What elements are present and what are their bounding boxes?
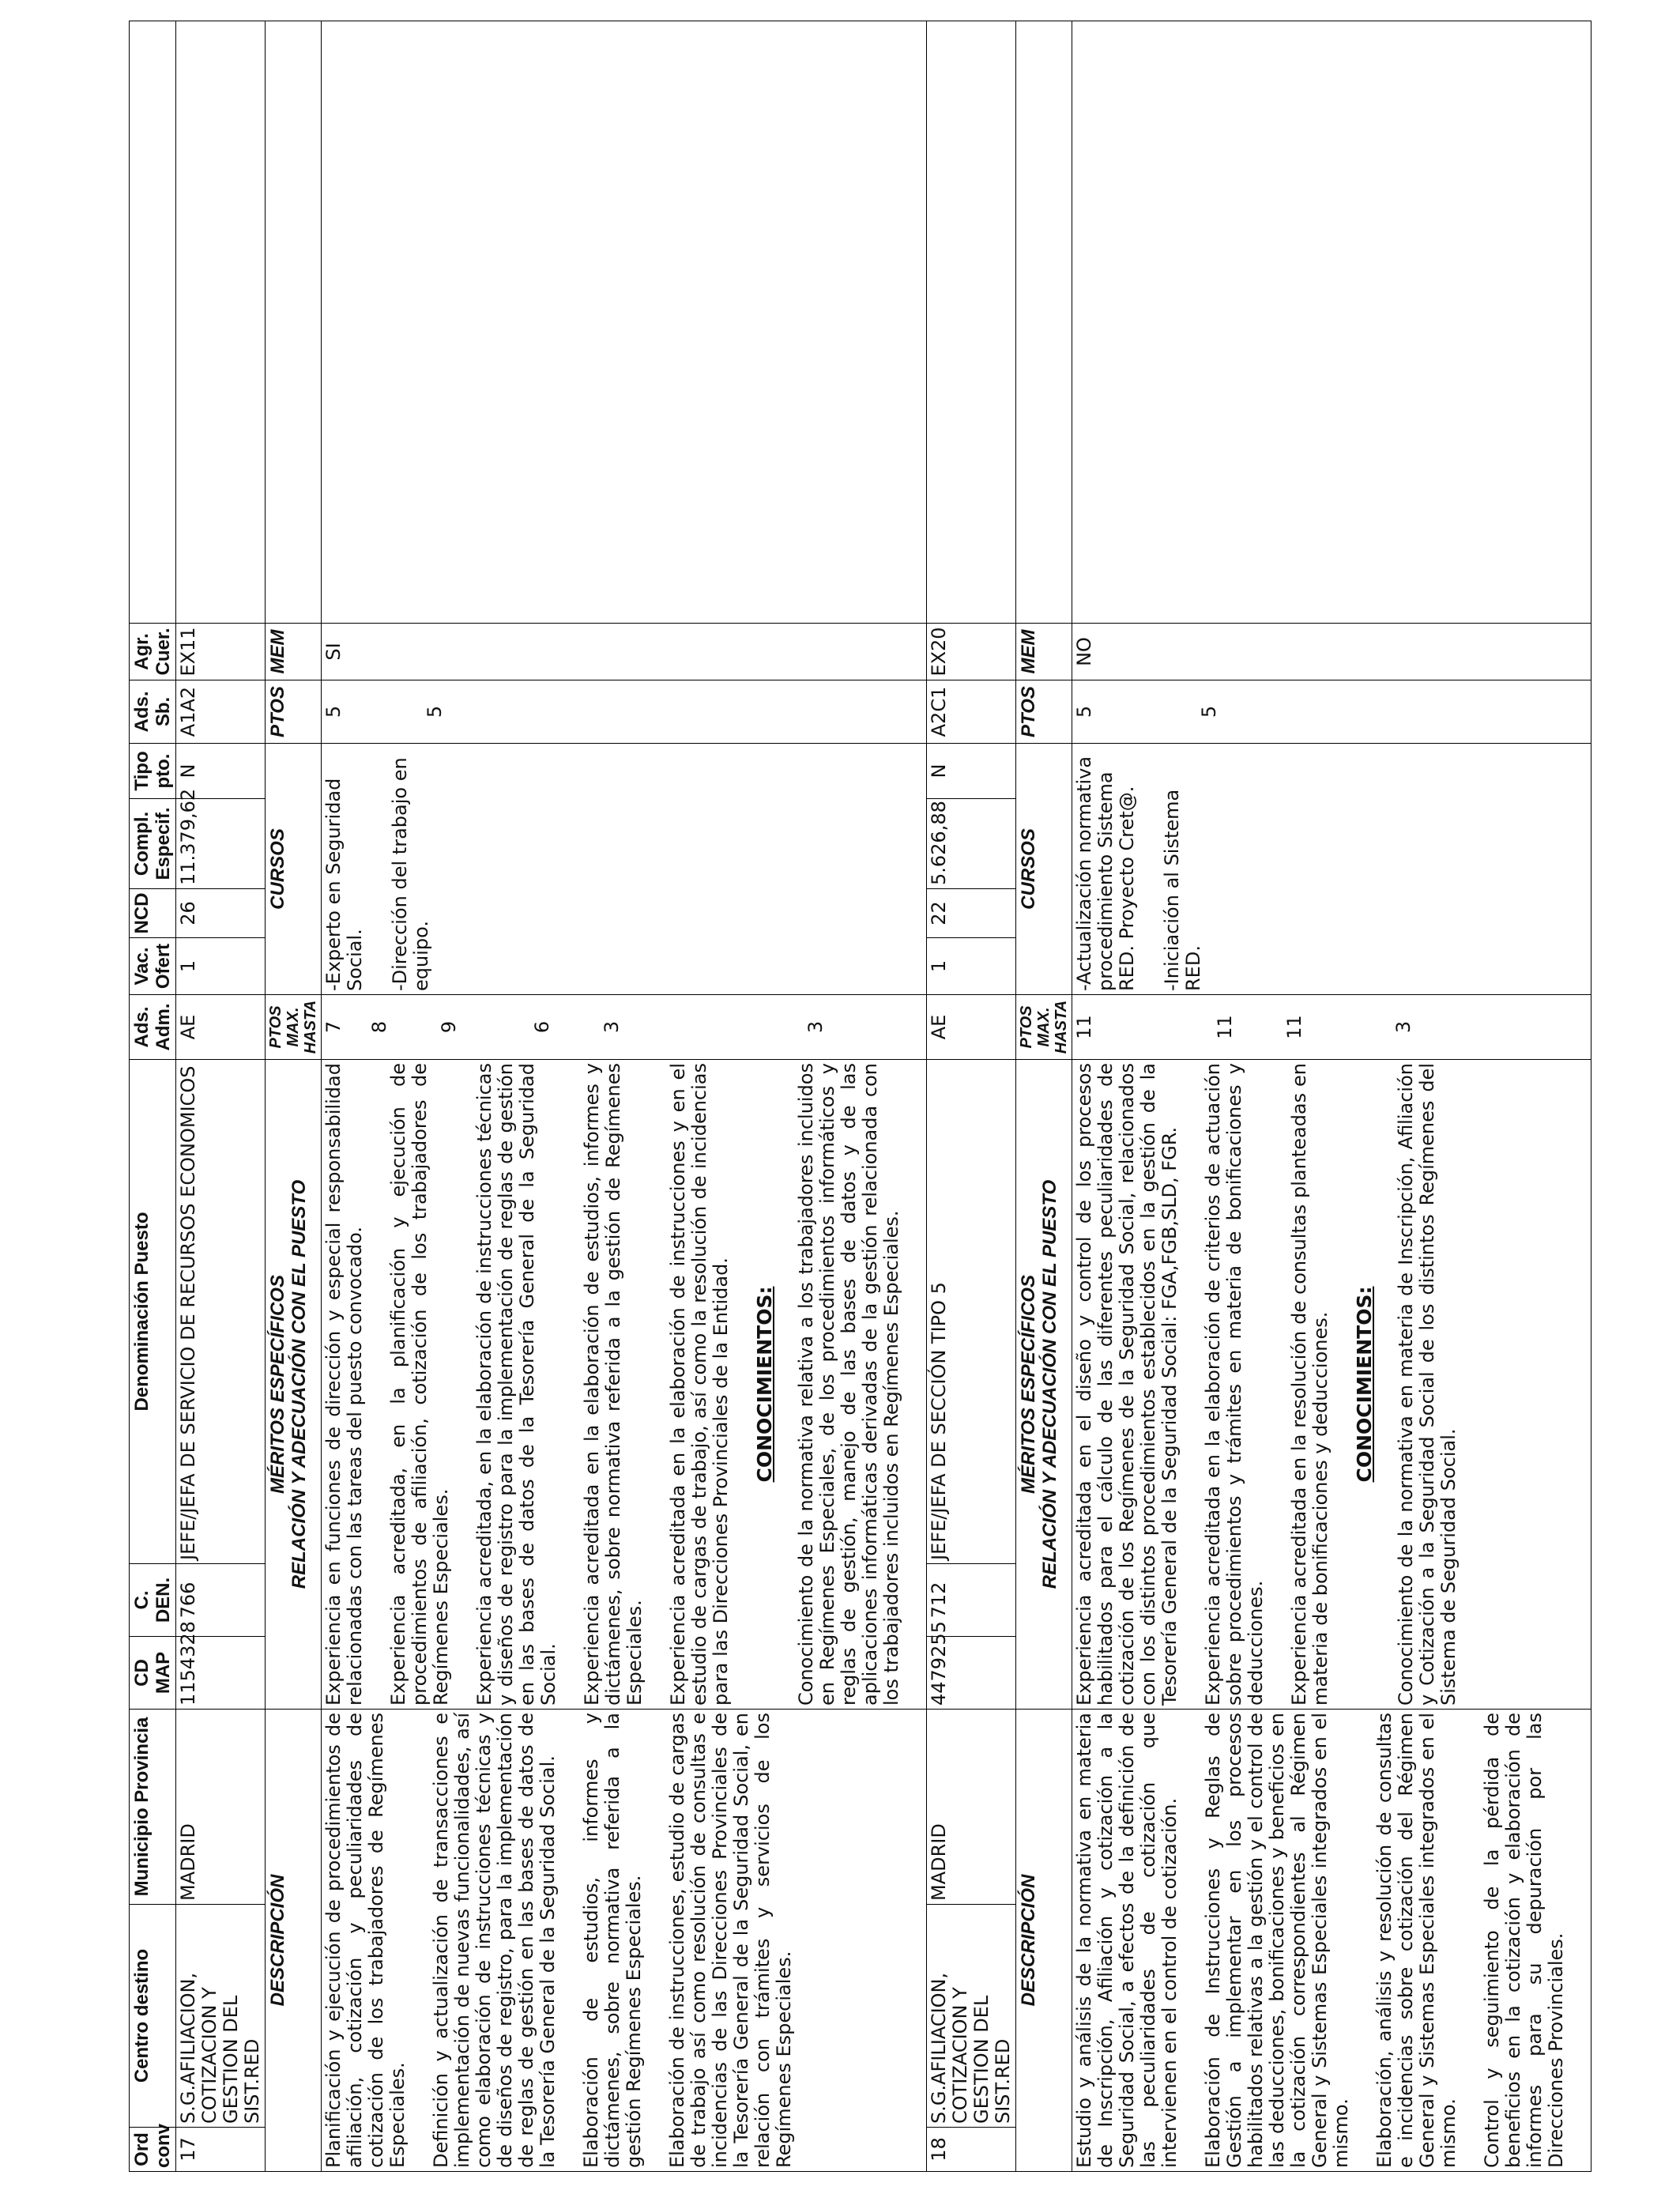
rotated-page xyxy=(129,22,1567,2172)
merito-pts: 7 xyxy=(322,1020,345,1034)
meritos-label xyxy=(1016,1060,1072,1710)
municipio-cell: MADRID xyxy=(927,1710,1016,1905)
ord-cell: 17 xyxy=(176,2128,266,2172)
mem-value: NO xyxy=(1072,624,1591,680)
merito-pts: 11 xyxy=(1214,1015,1236,1039)
ncd-cell: 26 xyxy=(176,889,266,938)
merito-pts: 3 xyxy=(601,1020,623,1034)
descripcion-paragraph: Control y seguimiento de la pérdida de beneficios en la cotización y elaboración de informes para su depuración por las Direcciones Provinciales. xyxy=(1481,1713,1567,2168)
meritos-label-1: MÉRITOS ESPECÍFICOS xyxy=(267,1275,288,1494)
descripcion-label: DESCRIPCIÓN xyxy=(266,1710,322,2172)
centro-cell: S.G.AFILIACION, COTIZACION Y GESTION DEL SIST.RED xyxy=(176,1905,266,2128)
meritos-label-2: RELACIÓN Y ADECUACIÓN CON EL PUESTO xyxy=(288,1179,310,1589)
header-cdmap: CD MAP xyxy=(130,1637,176,1710)
header-ads-sb: Ads. Sb. xyxy=(130,680,176,744)
header-cden: C. DEN. xyxy=(130,1564,176,1637)
meritos-text xyxy=(1072,1060,1591,1710)
cursos-text xyxy=(1072,744,1591,995)
header-denominacion: Denominación Puesto xyxy=(130,1060,176,1564)
curso-pts: 5 xyxy=(322,705,345,718)
centro-cell: S.G.AFILIACION, COTIZACION Y GESTION DEL SIST.RED xyxy=(927,1905,1016,2128)
agr-cell: EX11 xyxy=(176,624,266,680)
cursos-label: CURSOS xyxy=(266,744,322,995)
tipo-cell: N xyxy=(176,744,266,799)
ptos-label: PTOS xyxy=(266,680,322,744)
header-tipo: Tipo pto. xyxy=(130,744,176,799)
vac-cell: 1 xyxy=(927,938,1016,995)
denominacion-cell: JEFE/JEFA DE SERVICIO DE RECURSOS ECONOMICOS xyxy=(176,1060,266,1564)
merito-pts: 11 xyxy=(1283,1015,1305,1039)
cdmap-cell: 4479255 xyxy=(927,1637,1016,1710)
ptos-max-values xyxy=(1072,995,1591,1060)
blank-sub xyxy=(266,21,322,624)
mem-label: MEM xyxy=(266,624,322,680)
curso-pts: 5 xyxy=(424,705,446,718)
cdmap-cell: 1154328 xyxy=(176,1637,266,1710)
ads-adm-cell: AE xyxy=(927,995,1016,1060)
merito-pts: 8 xyxy=(368,1020,390,1034)
meritos-text xyxy=(322,1060,927,1710)
meritos-label xyxy=(266,1060,322,1710)
compl-cell: 11.379,62 xyxy=(176,799,266,889)
curso-pts: 5 xyxy=(1073,705,1095,718)
conocimientos-heading: CONOCIMIENTOS: xyxy=(753,1286,776,1483)
ord-cell: 18 xyxy=(927,2128,1016,2172)
header-blank xyxy=(130,21,176,624)
curso-item: -Actualización normativa procedimiento Sistema RED. Proyecto Cret@. xyxy=(1073,756,1138,991)
blank-sub xyxy=(1016,21,1072,624)
mem-value: SI xyxy=(322,624,927,680)
puesto-18-body-row xyxy=(1072,21,1591,2172)
cursos-text xyxy=(322,744,927,995)
descripcion-text xyxy=(322,1710,927,2172)
puesto-17-subheader-row xyxy=(266,21,322,2172)
descripcion-paragraph: Elaboración de estudios, informes y dictámenes, sobre normativa referida a la gestión Regímenes Especiales. xyxy=(580,1713,645,2168)
curso-pts: 5 xyxy=(1198,705,1220,718)
header-centro: Centro destino xyxy=(130,1905,176,2128)
conocimiento-item: Conocimiento de la normativa relativa a los trabajadores incluidos en Regímenes Especiales, de los procedimientos informáticos y reglas de gestión, manejo de las bases de datos y de las aplicaciones informáticas derivadas de la gestión relacionada con los trabajadores incluidos en Regímenes Especiales. xyxy=(795,1063,902,1706)
puesto-17-data-row xyxy=(176,21,266,2172)
agr-cell: EX20 xyxy=(927,624,1016,680)
conocimiento-item: Conocimiento de la normativa en materia de Inscripción, Afiliación y Cotización a la Seguridad Social de los distintos Regímenes del Sistema de Seguridad Social. xyxy=(1395,1063,1460,1706)
descripcion-paragraph: Definición y actualización de transacciones e implementación de nuevas funcionalidades, así como elaboración de instrucciones técnicas y de diseños de registro, para la implementación de reglas de gestión en las bases de datos de la Tesorería General de la Seguridad Social. xyxy=(430,1713,559,2168)
tipo-cell: N xyxy=(927,744,1016,799)
puesto-17-body-row xyxy=(322,21,927,2172)
conocimiento-pts: 3 xyxy=(1392,1020,1414,1034)
cden-cell: 766 xyxy=(176,1564,266,1637)
vac-cell: 1 xyxy=(176,938,266,995)
cursos-pts xyxy=(322,680,927,744)
merito-item: Experiencia acreditada en la elaboración de criterios de actuación sobre procedimientos y trámites en materia de bonificaciones y deducciones. xyxy=(1202,1063,1267,1706)
descripcion-text xyxy=(1072,1710,1591,2172)
puesto-18-subheader-row xyxy=(1016,21,1072,2172)
header-ads-adm: Ads. Adm. xyxy=(130,995,176,1060)
ptos-max-label: PTOS MAX. HASTA xyxy=(266,995,322,1060)
header-ncd: NCD xyxy=(130,889,176,938)
merito-item: Experiencia en funciones de dirección y especial responsabilidad relacionadas con las tareas del puesto convocado. xyxy=(322,1063,366,1706)
municipio-cell: MADRID xyxy=(176,1710,266,1905)
compl-cell: 5.626,88 xyxy=(927,799,1016,889)
ads-sb-cell: A2C1 xyxy=(927,680,1016,744)
plazas-table xyxy=(129,21,1591,2172)
merito-pts: 6 xyxy=(531,1020,553,1034)
merito-item: Experiencia acreditada en el diseño y control de los procesos habilitados para el cálculo de las diferentes peculiaridades de cotización de los Regímenes de la Seguridad Social, relacionados con los distintos procedimientos establecidos en la gestión de la Tesorería General de la Seguridad Social: FGA,FGB,SLD, FGR. xyxy=(1073,1063,1181,1706)
conocimientos-heading: CONOCIMIENTOS: xyxy=(1353,1286,1376,1483)
blank-cell xyxy=(176,21,266,624)
merito-pts: 11 xyxy=(1073,1015,1095,1039)
header-agr: Agr. Cuer. xyxy=(130,624,176,680)
descripcion-paragraph: Estudio y análisis de la normativa en materia de Inscripción, Afiliación y cotización a la Seguridad Social, a efectos de la definición de las peculiaridades de cotización que intervienen en el control de cotización. xyxy=(1073,1713,1181,2168)
ncd-cell: 22 xyxy=(927,889,1016,938)
ads-sb-cell: A1A2 xyxy=(176,680,266,744)
descripcion-paragraph: Planificación y ejecución de procedimientos de afiliación, cotización y peculiaridades de cotización de los trabajadores de Regímenes Especiales. xyxy=(322,1713,409,2168)
header-row xyxy=(130,21,176,2172)
descripcion-label: DESCRIPCIÓN xyxy=(1016,1710,1072,2172)
blank-cell xyxy=(927,21,1016,624)
cursos-pts xyxy=(1072,680,1591,744)
merito-item: Experiencia acreditada en la elaboración de instrucciones y en el estudio de cargas de trabajo, así como la resolución de incidencias para las Direcciones Provinciales de la Entidad. xyxy=(667,1063,732,1706)
ptos-max-label: PTOS MAX. HASTA xyxy=(1016,995,1072,1060)
header-municipio: Municipio Provincia xyxy=(130,1710,176,1905)
header-ord: Ord conv xyxy=(130,2128,176,2172)
header-vac: Vac. Ofert xyxy=(130,938,176,995)
meritos-label-2: RELACIÓN Y ADECUACIÓN CON EL PUESTO xyxy=(1039,1179,1060,1589)
conocimiento-pts: 3 xyxy=(804,1020,827,1034)
descripcion-paragraph: Elaboración, análisis y resolución de consultas e incidencias sobre cotización del Régimen General y Sistemas Especiales integrados en el mismo. xyxy=(1373,1713,1460,2168)
blank-body xyxy=(1072,21,1591,624)
curso-item: -Experto en Seguridad Social. xyxy=(322,778,366,991)
merito-pts: 9 xyxy=(438,1020,460,1034)
ptos-max-values xyxy=(322,995,927,1060)
cursos-label: CURSOS xyxy=(1016,744,1072,995)
curso-item: -Iniciación al Sistema RED. xyxy=(1161,789,1204,991)
curso-item: -Dirección del trabajo en equipo. xyxy=(389,757,432,991)
merito-item: Experiencia acreditada, en la elaboración de instrucciones técnicas y diseños de registro para la implementación de reglas de gestión en las bases de datos de la Tesorería General de la Seguridad Social. xyxy=(473,1063,559,1706)
ads-adm-cell: AE xyxy=(176,995,266,1060)
meritos-label-1: MÉRITOS ESPECÍFICOS xyxy=(1018,1275,1039,1494)
merito-item: Experiencia acreditada en la elaboración de estudios, informes y dictámenes, sobre normativa referida a la gestión de Regímenes Especiales. xyxy=(581,1063,646,1706)
merito-item: Experiencia acreditada, en la planificación y ejecución de procedimientos de afiliación, cotización de los trabajadores de Regímenes Especiales. xyxy=(387,1063,452,1706)
ptos-label: PTOS xyxy=(1016,680,1072,744)
descripcion-paragraph: Elaboración de instrucciones, estudio de cargas de trabajo así como resolución de consultas e incidencias de las Direcciones Provinciales de la Tesorería General de la Seguridad Social, en relación con trámites y servicios de los Regímenes Especiales. xyxy=(666,1713,795,2168)
merito-item: Experiencia acreditada en la resolución de consultas planteadas en materia de bonificaciones y deducciones. xyxy=(1288,1063,1332,1706)
header-compl: Compl. Especif. xyxy=(130,799,176,889)
puesto-18-data-row xyxy=(927,21,1016,2172)
blank-body xyxy=(322,21,927,624)
descripcion-paragraph: Elaboración de Instrucciones y Reglas de Gestión a implementar en los procesos habilitados relativas a la gestión y el control de las deducciones, bonificaciones y beneficios en la cotización correspondientes al Régimen General y Sistemas Especiales integrados en el mismo. xyxy=(1202,1713,1352,2168)
denominacion-cell: JEFE/JEFA DE SECCIÓN TIPO 5 xyxy=(927,1060,1016,1564)
mem-label: MEM xyxy=(1016,624,1072,680)
cden-cell: 712 xyxy=(927,1564,1016,1637)
